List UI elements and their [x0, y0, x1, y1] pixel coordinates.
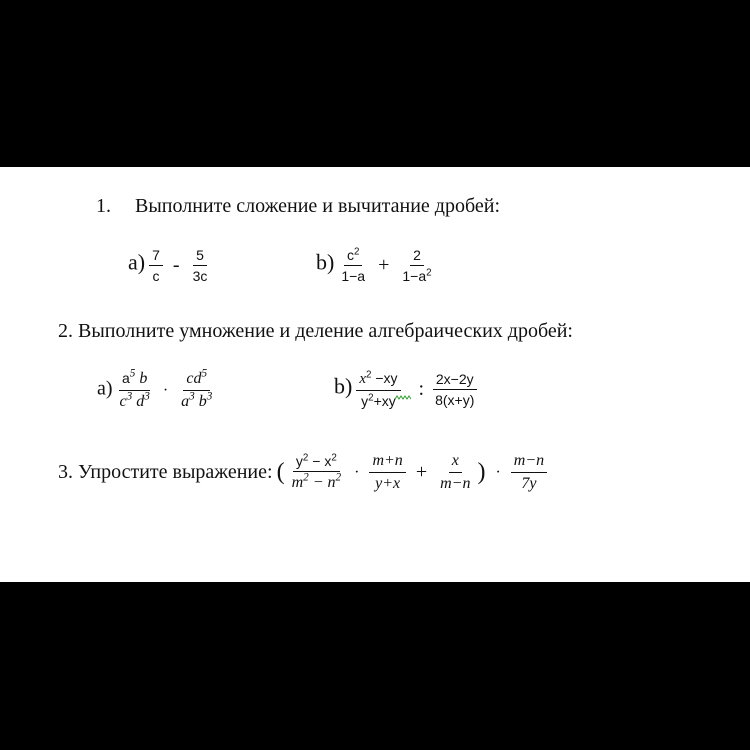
- task1-a-fraction-1: [149, 247, 163, 284]
- task1-part-b: [316, 247, 435, 284]
- denominator-text: a: [181, 393, 190, 411]
- task2-b-fraction-2: [432, 371, 477, 408]
- task3-operator-1: ·: [354, 463, 360, 481]
- fraction-numerator: x: [449, 452, 462, 473]
- task2-a-fraction-1: [117, 367, 153, 412]
- task3-open-paren: (: [276, 459, 285, 486]
- fraction-numerator: 2: [410, 247, 424, 266]
- denominator-text: c: [119, 393, 127, 411]
- task1-b-operator: +: [378, 254, 390, 277]
- task1-title: Выполните сложение и вычитание дробей:: [135, 195, 501, 217]
- task1-a-label: a): [128, 249, 146, 275]
- fraction-numerator: m+n: [369, 452, 405, 473]
- task1-b-label: b): [316, 249, 335, 275]
- task2-part-a: [97, 367, 215, 412]
- fraction-denominator: $m^2 - n^2$: [291, 471, 342, 492]
- numerator-text: a: [122, 370, 130, 386]
- task1-a-operator: -: [172, 254, 180, 277]
- denominator-text: m: [291, 474, 304, 492]
- fraction-denominator: 1−a: [341, 268, 366, 285]
- task2-b-operator: :: [418, 378, 425, 401]
- task3-fraction-4: [511, 452, 547, 494]
- fraction-numerator: 5: [193, 247, 207, 266]
- worksheet-paper: [0, 167, 750, 582]
- fraction-denominator: c: [152, 268, 160, 285]
- task1-heading: [96, 195, 500, 218]
- task3-operator-2: +: [415, 461, 428, 484]
- fraction-numerator: $a^5$ b: [119, 370, 150, 391]
- fraction-numerator: m−n: [511, 452, 547, 473]
- task2-b-fraction-1: [356, 370, 400, 409]
- fraction-numerator: 7: [149, 247, 163, 266]
- task3-fraction-1: [289, 453, 345, 492]
- fraction-numerator: $y^2 - x^2$: [293, 453, 340, 472]
- task3-expression: [58, 452, 547, 494]
- fraction-denominator: 3c: [192, 268, 208, 285]
- task2-a-operator: ·: [162, 381, 169, 399]
- numerator-text: cd: [186, 370, 202, 387]
- numerator-text: y: [295, 453, 303, 470]
- fraction-numerator: $cd^5$: [183, 370, 210, 391]
- fraction-denominator: m−n: [440, 475, 471, 493]
- task1-b-fraction-1: [338, 247, 368, 284]
- task1-number: 1.: [96, 195, 111, 217]
- task1-b-fraction-2: [399, 247, 434, 284]
- task3-fraction-3: [437, 452, 473, 494]
- numerator-text: x: [359, 371, 366, 387]
- task3-title: 3. Упростите выражение:: [58, 461, 273, 484]
- task2-heading: 2. Выполните умножение и деление алгебраических дробей:: [58, 320, 573, 342]
- fraction-numerator: $x^2 -xy$: [356, 370, 400, 391]
- task2-a-label: a): [97, 377, 113, 400]
- fraction-numerator: 2x−2y: [433, 371, 477, 390]
- fraction-numerator: $c^2$: [344, 247, 362, 266]
- fraction-denominator: 8(x+y): [435, 392, 475, 409]
- task2-b-label: b): [334, 373, 353, 399]
- spellcheck-squiggle-icon: [395, 395, 411, 401]
- numerator-text: c: [346, 247, 354, 263]
- task2-a-fraction-2: [178, 367, 215, 412]
- task3-fraction-2: [369, 452, 405, 494]
- denominator-text: 1−a: [402, 268, 427, 285]
- fraction-denominator: $1-a^2$: [402, 267, 432, 285]
- fraction-denominator: $y^2+xy$: [361, 392, 396, 410]
- task3-close-paren: ): [477, 459, 486, 486]
- fraction-denominator: $a^3$ $b^3$: [181, 391, 213, 411]
- denominator-text: y: [361, 393, 369, 410]
- task1-part-a: [128, 247, 210, 284]
- task3-operator-3: ·: [495, 463, 501, 481]
- fraction-denominator: y+x: [375, 475, 401, 493]
- task1-a-fraction-2: [190, 247, 211, 284]
- fraction-denominator: $c^3$ $d^3$: [119, 391, 150, 411]
- task2-part-b: [334, 370, 477, 409]
- fraction-denominator: 7y: [521, 475, 537, 493]
